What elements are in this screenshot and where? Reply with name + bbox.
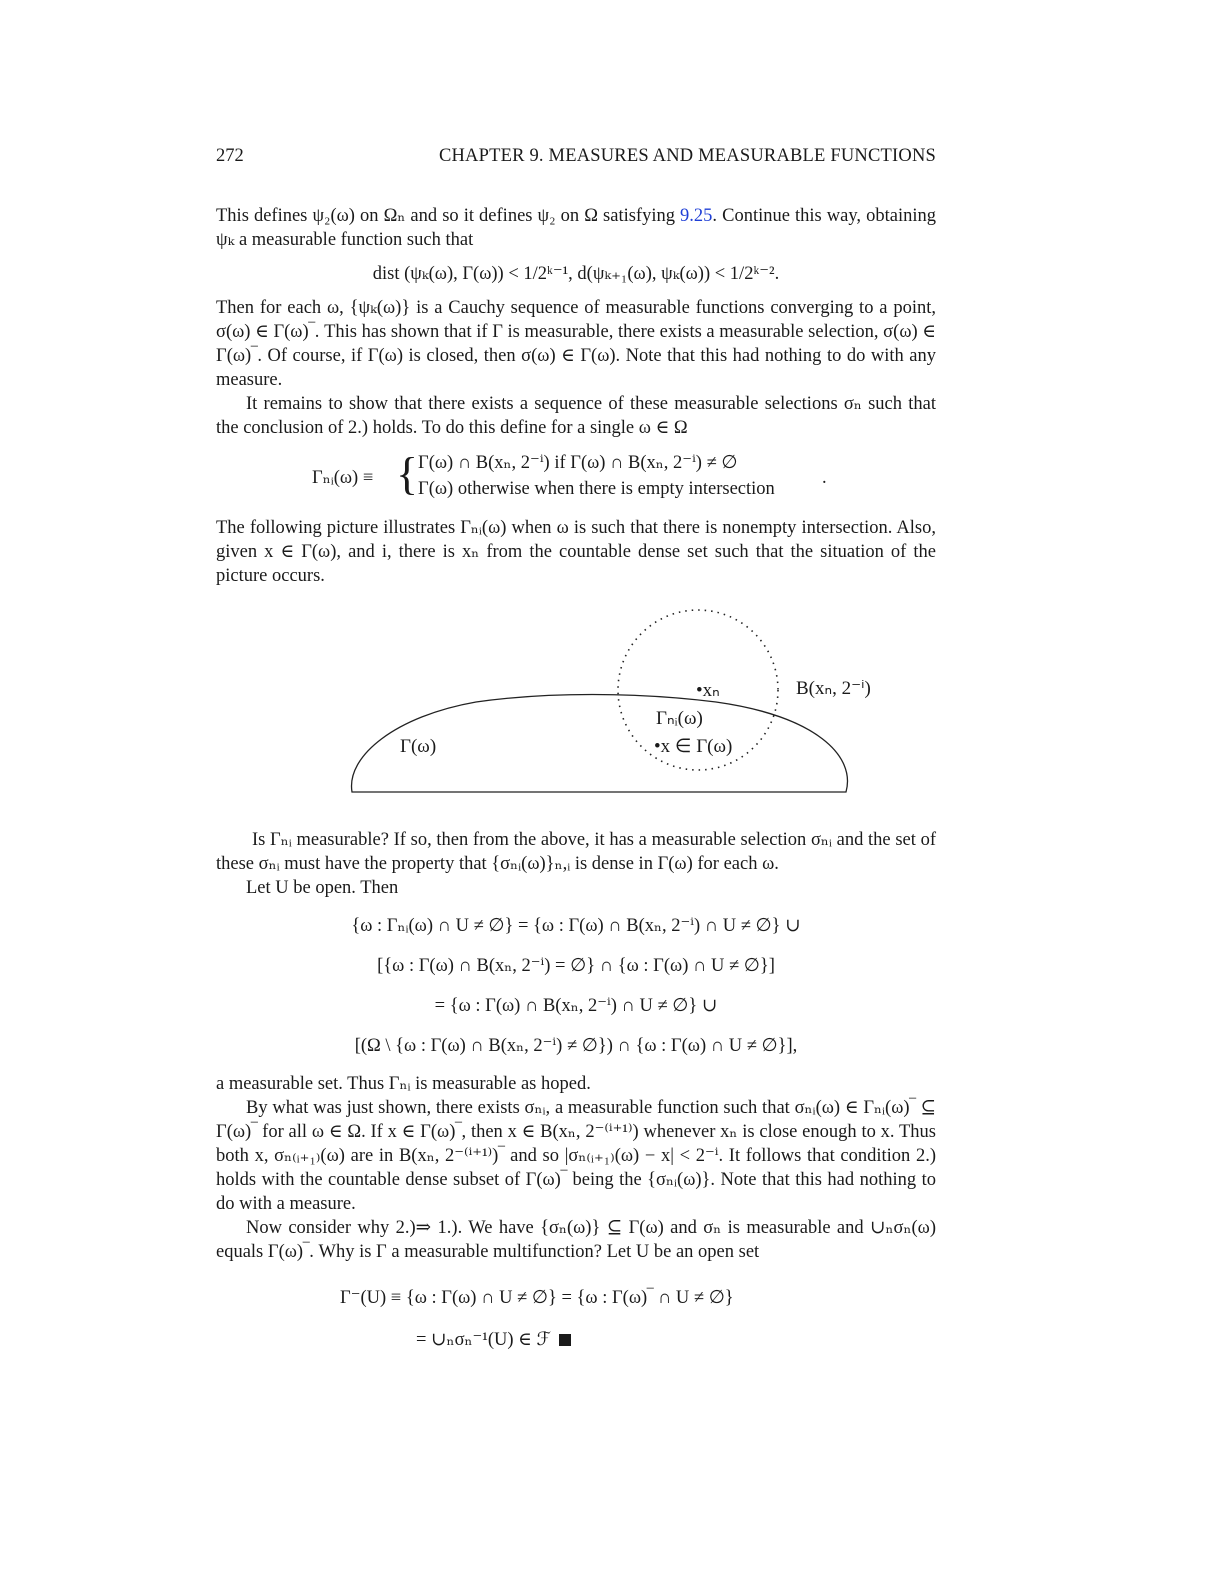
running-header — [216, 146, 936, 176]
figure-ball-intersection — [216, 606, 936, 816]
paragraph-9: Now consider why 2.)⇒ 1.). We have {σₙ(ω)} ⊆ Γ(ω) and σₙ is measurable and ∪ₙσₙ(ω) equals Γ(ω)‾. Why is Γ a measurable multifunction? Let U be an open set — [216, 1218, 936, 1262]
figure-label-xn: •xₙ — [696, 680, 720, 701]
paragraph-6: Let U be open. Then — [246, 878, 399, 898]
equation-3-line-1: {ω : Γₙᵢ(ω) ∩ U ≠ ∅} = {ω : Γ(ω) ∩ B(xₙ, 2⁻ⁱ) ∩ U ≠ ∅} ∪ — [351, 916, 801, 936]
equation-3-block — [216, 906, 936, 1066]
paragraph-1: This defines ψ₂(ω) on Ωₙ and so it defines ψ₂ on Ω satisfying 9.25. Continue this way, obtaining ψₖ a measurable function such that — [216, 206, 936, 250]
paragraph-3: It remains to show that there exists a sequence of these measurable selections σₙ such that the conclusion of 2.) holds. To do this define for a single ω ∈ Ω — [216, 394, 936, 438]
figure-label-gamma-ni: Γₙᵢ(ω) — [656, 708, 703, 729]
cases-brace: { — [396, 448, 419, 499]
page — [216, 146, 936, 1362]
equation-4-line-1: Γ⁻(U) ≡ {ω : Γ(ω) ∩ U ≠ ∅} = {ω : Γ(ω)‾ ∩ U ≠ ∅} — [340, 1288, 734, 1308]
figure-label-x: •x ∈ Γ(ω) — [654, 736, 733, 757]
equation-2-cases — [216, 450, 936, 506]
equation-3-line-3: = {ω : Γ(ω) ∩ B(xₙ, 2⁻ⁱ) ∩ U ≠ ∅} ∪ — [434, 996, 718, 1016]
page-number: 272 — [216, 146, 244, 166]
equation-4-line-2: = ∪ₙσₙ⁻¹(U) ∈ ℱ — [416, 1320, 571, 1360]
cases-period: . — [822, 468, 827, 488]
chapter-title: CHAPTER 9. MEASURES AND MEASURABLE FUNCTIONS — [438, 146, 936, 166]
equation-1: dist (ψₖ(ω), Γ(ω)) < 1/2ᵏ⁻¹, d(ψₖ₊₁(ω), ψₖ(ω)) < 1/2ᵏ⁻². — [372, 264, 780, 284]
equation-3-line-2: [{ω : Γ(ω) ∩ B(xₙ, 2⁻ⁱ) = ∅} ∩ {ω : Γ(ω) ∩ U ≠ ∅}] — [377, 956, 775, 976]
paragraph-2: Then for each ω, {ψₖ(ω)} is a Cauchy sequence of measurable functions converging to a point, σ(ω) ∈ Γ(ω)‾. This has shown that if Γ is measurable, there exists a measurable selection, σ(ω) ∈ Γ(ω)‾. Of course, if Γ(ω) is closed, then σ(ω) ∈ Γ(ω). Note that this had nothing to do with any measure. — [216, 298, 936, 390]
paragraph-4: The following picture illustrates Γₙᵢ(ω) when ω is such that there is nonempty intersection. Also, given x ∈ Γ(ω), and i, there is xₙ from the countable dense set such that the situation of the picture occurs. — [216, 518, 936, 586]
qed-square-icon — [559, 1334, 571, 1346]
equation-3-line-4: [(Ω \ {ω : Γ(ω) ∩ B(xₙ, 2⁻ⁱ) ≠ ∅}) ∩ {ω : Γ(ω) ∩ U ≠ ∅}], — [354, 1036, 798, 1056]
figure-svg — [216, 606, 936, 816]
figure-label-gamma: Γ(ω) — [400, 736, 437, 757]
case-1: Γ(ω) ∩ B(xₙ, 2⁻ⁱ) if Γ(ω) ∩ B(xₙ, 2⁻ⁱ) ≠ ∅ — [418, 453, 738, 473]
cases-lhs: Γₙᵢ(ω) ≡ — [312, 468, 374, 488]
figure-label-ball: B(xₙ, 2⁻ⁱ) — [796, 678, 871, 699]
equation-4-block — [216, 1278, 936, 1362]
paragraph-5: Is Γₙᵢ measurable? If so, then from the above, it has a measurable selection σₙᵢ and the set of these σₙᵢ must have the property that {σₙᵢ(ω)}ₙ,ᵢ is dense in Γ(ω) for each ω. — [216, 830, 936, 874]
paragraph-8: By what was just shown, there exists σₙᵢ, a measurable function such that σₙᵢ(ω) ∈ Γₙᵢ(ω)‾ ⊆ Γ(ω)‾ for all ω ∈ Ω. If x ∈ Γ(ω)‾, then x ∈ B(xₙ, 2⁻⁽ⁱ⁺¹⁾) whenever xₙ is close enough to x. Thus both x, σₙ₍ᵢ₊₁₎(ω) are in B(xₙ, 2⁻⁽ⁱ⁺¹⁾)‾ and so |σₙ₍ᵢ₊₁₎(ω) − x| < 2⁻ⁱ. It follows that condition 2.) holds with the countable dense subset of Γ(ω)‾ being the {σₙᵢ(ω)}. Note that this had nothing to do with a measure. — [216, 1098, 936, 1214]
case-2: Γ(ω) otherwise when there is empty intersection — [418, 479, 775, 499]
equation-reference-link[interactable]: 9.25 — [680, 206, 713, 226]
paragraph-7: a measurable set. Thus Γₙᵢ is measurable as hoped. — [216, 1074, 591, 1094]
